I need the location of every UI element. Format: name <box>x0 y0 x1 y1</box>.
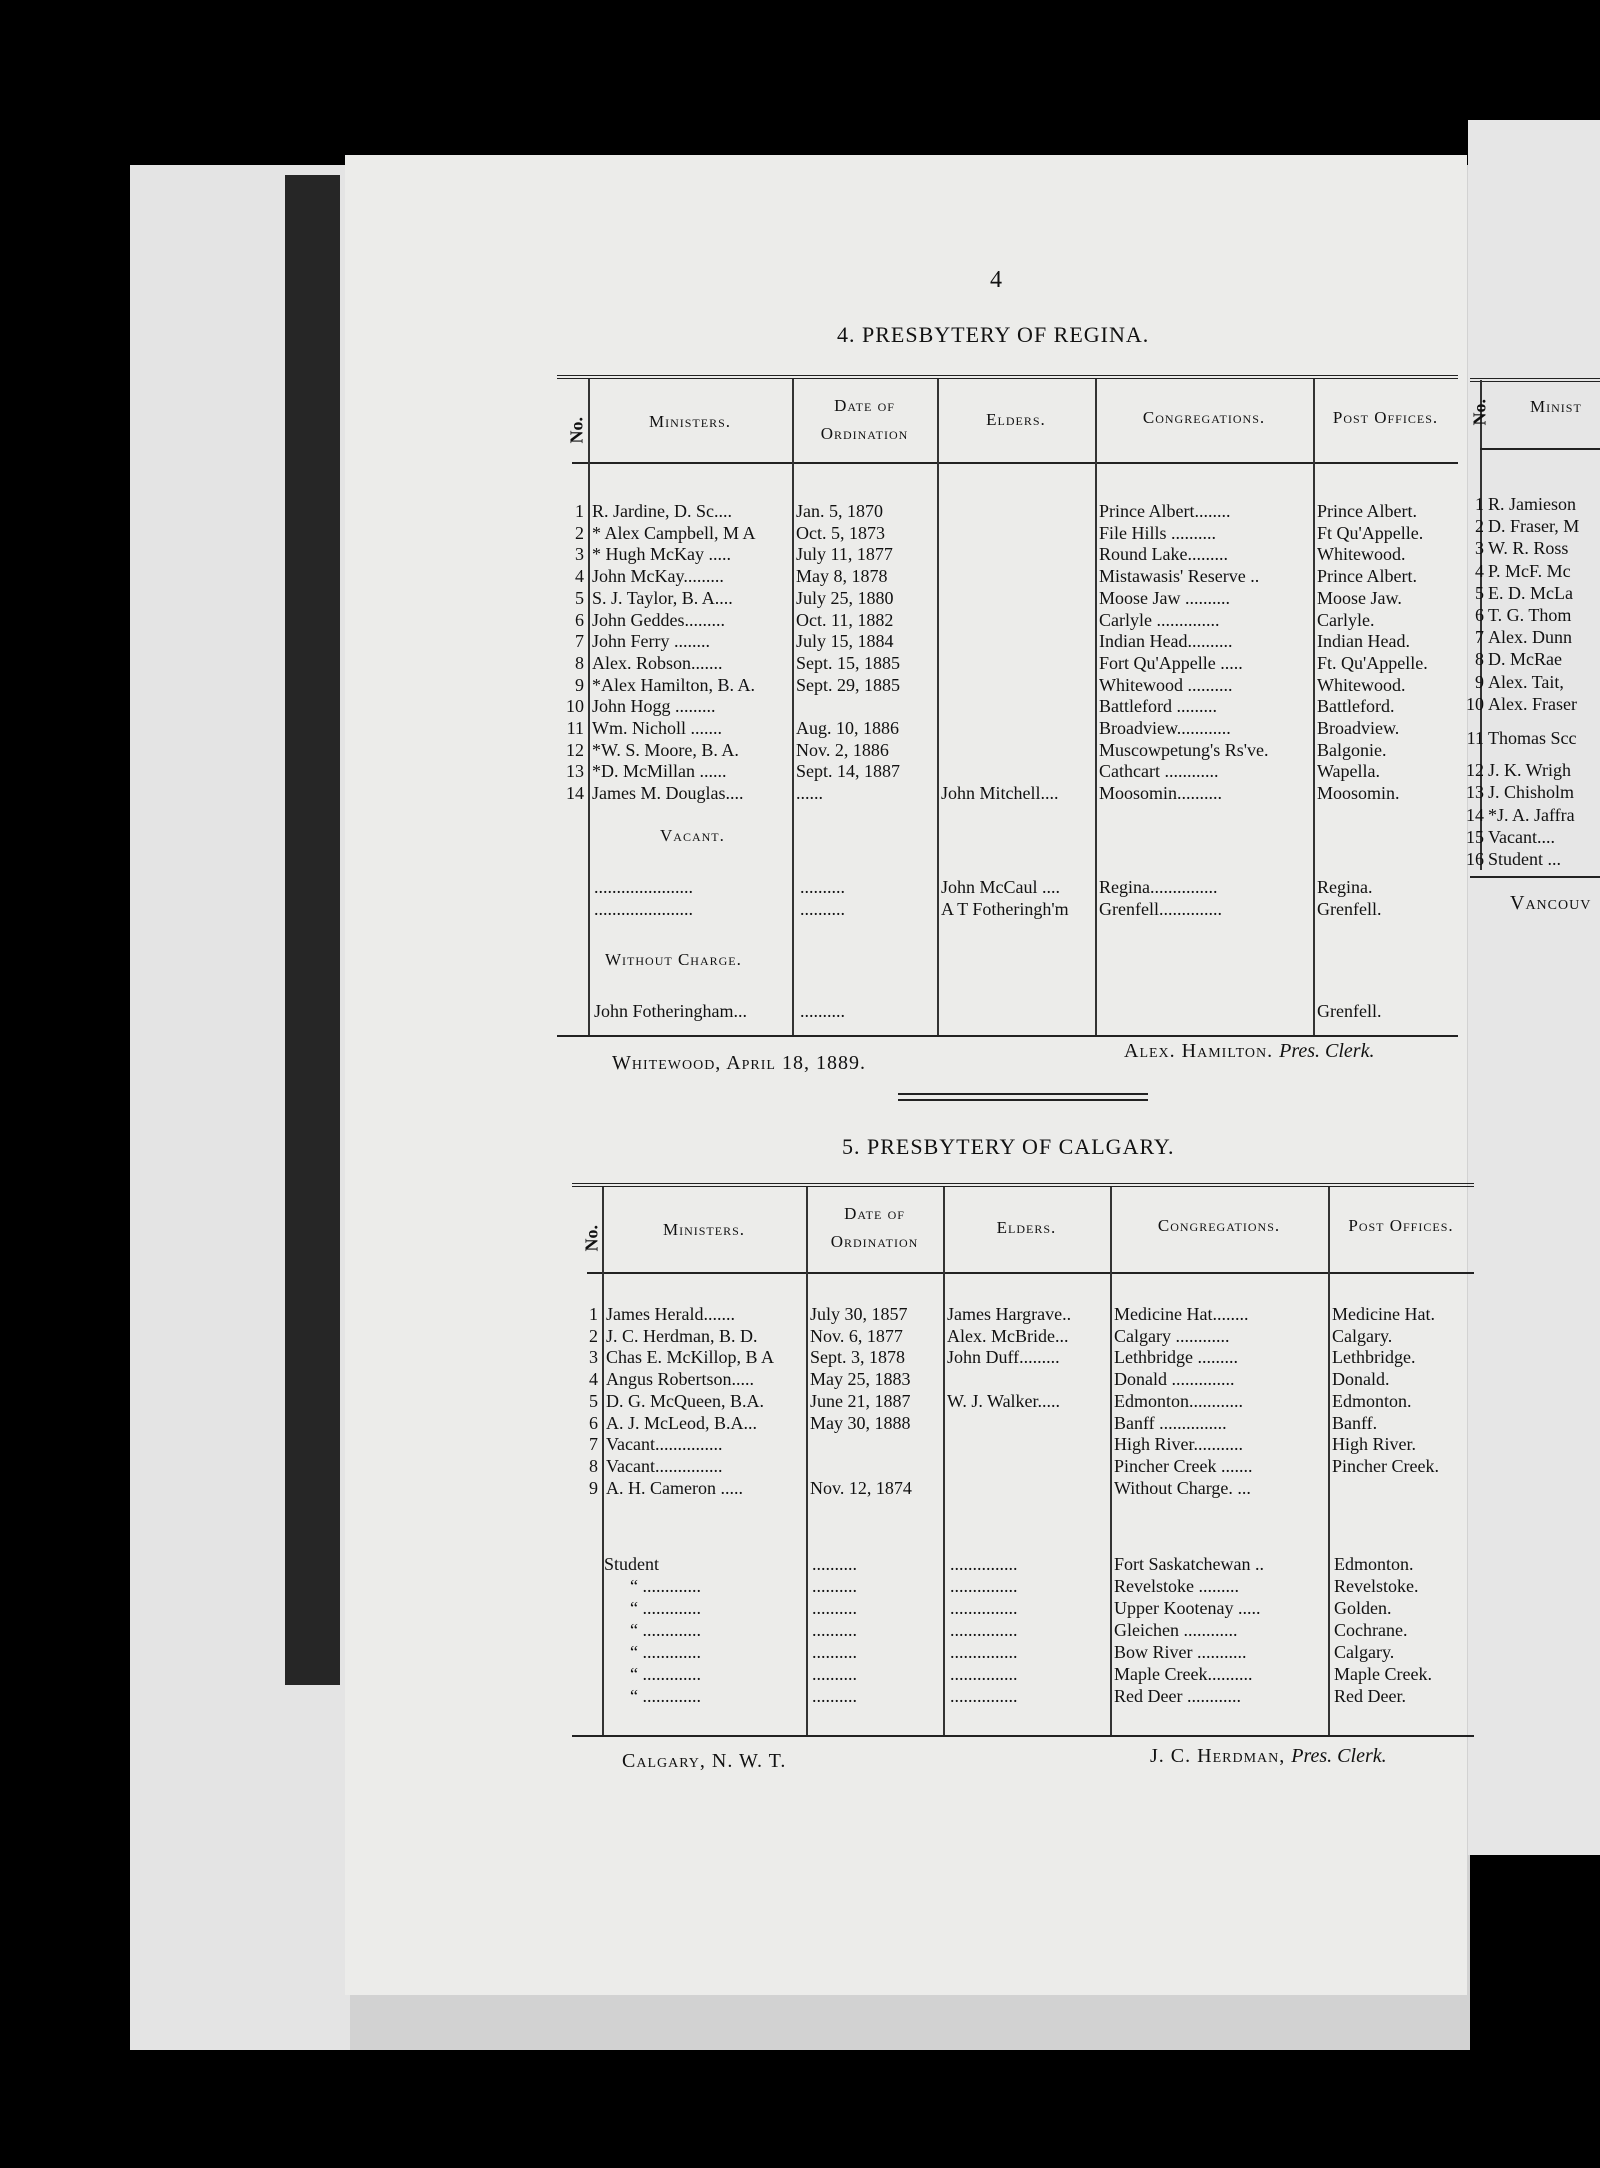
congregation-name: Battleford ......... <box>1099 696 1217 717</box>
post-office: Prince Albert. <box>1317 501 1417 521</box>
congregation-name: Without Charge. ... <box>1114 1477 1251 1498</box>
minister-name: “ ............. <box>630 1620 701 1640</box>
right-header-ministers: Minist <box>1530 397 1582 416</box>
table-row <box>0 1455 1474 1477</box>
ordination-date: Nov. 12, 1874 <box>810 1477 912 1498</box>
right-row-number: 8 <box>1475 649 1484 670</box>
table-row <box>0 1663 1474 1685</box>
clerk-place-date: Whitewood, April 18, 1889. <box>612 1052 866 1074</box>
header-post-offices: Post Offices. <box>1348 1216 1454 1235</box>
table-bottom-rule <box>557 1035 1458 1037</box>
minister-name: S. J. Taylor, B. A.... <box>592 587 733 608</box>
congregation-name: Moose Jaw .......... <box>1099 587 1230 608</box>
congregation-name: Broadview............ <box>1099 718 1231 738</box>
post-office: Red Deer. <box>1334 1686 1406 1706</box>
header-ordination: Ordination <box>820 424 909 443</box>
post-office: Edmonton. <box>1332 1390 1412 1411</box>
post-office: High River. <box>1332 1434 1416 1455</box>
post-office: Ft. Qu'Appelle. <box>1317 652 1428 673</box>
congregation-name: Cathcart ............ <box>1099 761 1219 782</box>
post-office: Wapella. <box>1317 761 1381 782</box>
right-row-number: 9 <box>1475 671 1484 692</box>
post-office: Whitewood. <box>1317 544 1406 565</box>
section-separator <box>898 1099 1148 1101</box>
table-row <box>0 876 1458 898</box>
row-number: 7 <box>589 1434 598 1455</box>
elder-name: John Mitchell.... <box>941 783 1059 804</box>
right-row <box>1466 727 1576 749</box>
post-office: Indian Head. <box>1317 631 1410 652</box>
row-number: 6 <box>589 1412 598 1433</box>
post-office: Golden. <box>1334 1598 1392 1618</box>
row-number: 6 <box>575 609 584 630</box>
ordination-date: Aug. 10, 1886 <box>796 718 899 738</box>
header-bottom-rule <box>587 1272 1474 1274</box>
right-top-rule <box>1470 378 1600 382</box>
header-elders: Elders. <box>986 410 1046 429</box>
right-row <box>1466 848 1561 870</box>
table-row <box>0 898 1458 920</box>
elder-name: ............... <box>950 1598 1018 1618</box>
header-bottom-rule <box>572 462 1458 464</box>
row-number: 1 <box>575 501 584 521</box>
minister-name: * Alex Campbell, M A <box>592 522 756 543</box>
table-row <box>0 1553 1474 1575</box>
right-row-number: 12 <box>1466 760 1484 781</box>
right-header-rule <box>1480 448 1600 450</box>
minister-name: Chas E. McKillop, B A <box>606 1347 775 1368</box>
right-bottom-rule <box>1470 876 1600 878</box>
table-row <box>0 1575 1474 1597</box>
congregation-name: Prince Albert........ <box>1099 501 1231 521</box>
table-row <box>0 1000 1458 1022</box>
header-ordination: Ordination <box>830 1232 919 1251</box>
post-office: Calgary. <box>1334 1642 1395 1662</box>
right-row <box>1466 759 1571 781</box>
congregation-name: Lethbridge ......... <box>1114 1347 1238 1368</box>
table-row <box>0 630 1458 652</box>
post-office: Banff. <box>1332 1412 1378 1433</box>
header-date-of: Date of <box>834 396 895 415</box>
right-row-text: T. G. Thom <box>1488 605 1572 625</box>
ordination-date: .......... <box>812 1598 857 1618</box>
clerk-place: Calgary, N. W. T. <box>622 1750 787 1772</box>
congregation-name: High River........... <box>1114 1434 1243 1455</box>
table-row <box>0 1433 1474 1455</box>
right-row-text: D. Fraser, M <box>1488 516 1580 537</box>
minister-name: James Herald....... <box>606 1304 735 1324</box>
row-number: 8 <box>589 1455 598 1476</box>
table-row <box>0 717 1458 739</box>
right-row <box>1466 626 1572 648</box>
table-row <box>0 1325 1474 1347</box>
right-row-text: Alex. Tait, <box>1488 671 1564 692</box>
right-row-text: J. K. Wrigh <box>1488 760 1571 781</box>
post-office: Edmonton. <box>1334 1554 1414 1574</box>
minister-name: John Hogg ......... <box>592 696 716 717</box>
post-office: Pincher Creek. <box>1332 1455 1439 1476</box>
congregation-name: Calgary ............ <box>1114 1325 1230 1346</box>
right-row-number: 14 <box>1466 804 1484 825</box>
table-top-rule <box>557 375 1458 379</box>
congregation-name: File Hills .......... <box>1099 522 1217 543</box>
congregation-name: Carlyle .............. <box>1099 609 1220 630</box>
presbytery-title: 4. PRESBYTERY OF REGINA. <box>837 322 1150 347</box>
post-office: Donald. <box>1332 1369 1390 1390</box>
elder-name: John Duff......... <box>947 1347 1060 1368</box>
ordination-date: .......... <box>812 1664 857 1684</box>
table-row <box>0 500 1458 522</box>
right-row-number: 13 <box>1466 782 1484 803</box>
clerk-signature <box>1124 1040 1374 1063</box>
right-row-number: 7 <box>1475 627 1484 648</box>
row-number: 13 <box>566 761 584 782</box>
minister-name: D. G. McQueen, B.A. <box>606 1390 764 1411</box>
ordination-date: July 11, 1877 <box>796 544 893 565</box>
table-top-rule <box>572 1183 1474 1187</box>
right-row-text: Alex. Dunn <box>1488 627 1572 648</box>
row-number: 14 <box>566 783 584 804</box>
right-row <box>1466 826 1555 848</box>
right-row-text: Thomas Scc <box>1488 728 1577 748</box>
minister-name: John Geddes......... <box>592 609 725 630</box>
row-number: 7 <box>575 631 584 652</box>
row-number: 3 <box>589 1347 598 1368</box>
elder-name: ............... <box>950 1576 1018 1596</box>
minister-name: Vacant............... <box>606 1455 723 1476</box>
congregation-name: Moosomin.......... <box>1099 783 1223 804</box>
minister-name: “ ............. <box>630 1642 701 1662</box>
minister-name: ...................... <box>594 876 693 897</box>
right-row-text: E. D. McLa <box>1488 582 1573 603</box>
post-office: Grenfell. <box>1317 1000 1382 1021</box>
row-number: 3 <box>575 544 584 565</box>
right-row <box>1466 604 1571 626</box>
ordination-date: Oct. 5, 1873 <box>796 522 885 543</box>
minister-name: R. Jardine, D. Sc.... <box>592 501 732 521</box>
ordination-date: July 25, 1880 <box>796 587 894 608</box>
clerk-title: Pres. Clerk. <box>1279 1040 1375 1062</box>
ordination-date: May 25, 1883 <box>810 1369 911 1390</box>
right-row-number: 16 <box>1466 849 1484 869</box>
elder-name: ............... <box>950 1554 1018 1574</box>
minister-name: John McKay......... <box>592 566 724 587</box>
right-row-number: 5 <box>1475 582 1484 603</box>
congregation-name: Upper Kootenay ..... <box>1114 1598 1261 1618</box>
right-row-text: R. Jamieson <box>1488 494 1576 514</box>
right-row <box>1466 582 1573 604</box>
elder-name: ............... <box>950 1620 1018 1640</box>
table-row <box>0 782 1458 804</box>
right-row <box>1466 648 1562 670</box>
post-office: Revelstoke. <box>1334 1576 1419 1596</box>
minister-name: James M. Douglas.... <box>592 783 744 804</box>
minister-name: “ ............. <box>630 1598 701 1618</box>
congregation-name: Donald .............. <box>1114 1369 1235 1390</box>
right-row-text: *J. A. Jaffra <box>1488 804 1575 825</box>
table-row <box>0 1346 1474 1368</box>
elder-name: ............... <box>950 1642 1018 1662</box>
page-number: 4 <box>990 267 1002 293</box>
clerk-title: Pres. Clerk. <box>1291 1745 1387 1767</box>
right-row <box>1466 781 1574 803</box>
post-office: Ft Qu'Appelle. <box>1317 522 1424 543</box>
right-row <box>1466 804 1575 826</box>
minister-name: *D. McMillan ...... <box>592 761 727 782</box>
ordination-date: June 21, 1887 <box>810 1390 911 1411</box>
clerk-name: J. C. Herdman, <box>1150 1745 1292 1767</box>
congregation-name: Banff ............... <box>1114 1412 1227 1433</box>
minister-name: J. C. Herdman, B. D. <box>606 1325 758 1346</box>
table-row <box>0 522 1458 544</box>
right-header-no: No. <box>1469 399 1490 426</box>
section-separator <box>898 1093 1148 1095</box>
congregation-name: Bow River ........... <box>1114 1642 1247 1662</box>
table-bottom-rule <box>572 1735 1474 1737</box>
table-row <box>0 565 1458 587</box>
right-row-number: 4 <box>1475 560 1484 581</box>
minister-name: Alex. Robson....... <box>592 652 723 673</box>
table-row <box>0 674 1458 696</box>
post-office: Lethbridge. <box>1332 1347 1416 1368</box>
right-row-number: 11 <box>1466 728 1484 748</box>
table-row <box>0 695 1458 717</box>
ordination-date: ...... <box>796 783 823 804</box>
post-office: Broadview. <box>1317 718 1400 738</box>
right-row <box>1466 693 1577 715</box>
table-row <box>0 1390 1474 1412</box>
right-footer: Vancouv <box>1510 892 1592 914</box>
congregation-name: Muscowpetung's Rs've. <box>1099 739 1269 760</box>
congregation-name: Pincher Creek ....... <box>1114 1455 1253 1476</box>
congregation-name: Indian Head.......... <box>1099 631 1233 652</box>
right-row-text: J. Chisholm <box>1488 782 1575 803</box>
ordination-date: Jan. 5, 1870 <box>796 501 883 521</box>
right-row-number: 15 <box>1466 826 1484 847</box>
post-office: Grenfell. <box>1317 898 1382 919</box>
row-number: 5 <box>575 587 584 608</box>
elder-name: Alex. McBride... <box>947 1325 1069 1346</box>
ordination-date: .......... <box>800 876 845 897</box>
row-number: 4 <box>589 1369 598 1390</box>
clerk-name: Alex. Hamilton. <box>1124 1040 1280 1062</box>
minister-name: * Hugh McKay ..... <box>592 544 731 565</box>
row-number: 4 <box>575 566 584 587</box>
congregation-name: Mistawasis' Reserve .. <box>1099 566 1260 587</box>
minister-name: *Alex Hamilton, B. A. <box>592 674 755 695</box>
minister-name: ...................... <box>594 898 693 919</box>
ordination-date: Nov. 6, 1877 <box>810 1325 903 1346</box>
right-row <box>1466 560 1571 582</box>
header-ministers: Ministers. <box>648 412 732 431</box>
elder-name: W. J. Walker..... <box>947 1390 1061 1411</box>
post-office: Regina. <box>1317 876 1373 897</box>
table-row <box>0 1303 1474 1325</box>
table-row <box>0 543 1458 565</box>
post-office: Balgonie. <box>1317 739 1387 760</box>
congregation-name: Revelstoke ......... <box>1114 1576 1239 1596</box>
row-number: 12 <box>566 739 584 760</box>
right-row <box>1466 671 1564 693</box>
minister-name: A. H. Cameron ..... <box>606 1477 743 1498</box>
right-row-text: Alex. Fraser <box>1488 693 1577 714</box>
row-number: 9 <box>589 1477 598 1498</box>
row-number: 5 <box>589 1390 598 1411</box>
right-row <box>1466 537 1568 559</box>
table-row <box>0 1597 1474 1619</box>
minister-name: “ ............. <box>630 1686 701 1706</box>
right-row-text: W. R. Ross <box>1488 538 1569 559</box>
post-office: Maple Creek. <box>1334 1664 1432 1684</box>
presbytery-title: 5. PRESBYTERY OF CALGARY. <box>842 1134 1175 1159</box>
right-row-text: P. McF. Mc <box>1488 560 1571 581</box>
ordination-date: Oct. 11, 1882 <box>796 609 894 630</box>
right-row-text: Student ... <box>1488 849 1562 869</box>
table-row <box>0 587 1458 609</box>
right-row <box>1466 493 1576 515</box>
row-number: 9 <box>575 674 584 695</box>
post-office: Carlyle. <box>1317 609 1375 630</box>
post-office: Calgary. <box>1332 1325 1393 1346</box>
vacant-heading: Vacant. <box>660 825 725 845</box>
clerk-signature <box>1150 1745 1387 1768</box>
post-office: Cochrane. <box>1334 1620 1408 1640</box>
ordination-date: July 30, 1857 <box>810 1304 908 1324</box>
table-row <box>0 1477 1474 1499</box>
row-number: 2 <box>575 522 584 543</box>
header-no: No. <box>566 417 587 444</box>
congregation-name: Maple Creek.......... <box>1114 1664 1253 1684</box>
row-number: 8 <box>575 652 584 673</box>
right-row-number: 3 <box>1475 538 1484 559</box>
right-row <box>1466 515 1579 537</box>
table-row <box>0 760 1458 782</box>
minister-name: *W. S. Moore, B. A. <box>592 739 739 760</box>
row-number: 11 <box>566 718 584 738</box>
right-row-text: Vacant.... <box>1488 826 1555 847</box>
ordination-date: .......... <box>812 1576 857 1596</box>
post-office: Medicine Hat. <box>1332 1304 1435 1324</box>
minister-name: Student <box>604 1554 660 1574</box>
ordination-date: .......... <box>812 1554 857 1574</box>
congregation-name: Regina............... <box>1099 876 1218 897</box>
right-row-number: 1 <box>1475 494 1484 514</box>
congregation-name: Edmonton............ <box>1114 1390 1243 1411</box>
congregation-name: Medicine Hat........ <box>1114 1304 1249 1324</box>
post-office: Whitewood. <box>1317 674 1406 695</box>
without-charge-heading: Without Charge. <box>605 949 742 969</box>
minister-name: A. J. McLeod, B.A... <box>606 1412 757 1433</box>
congregation-name: Fort Saskatchewan .. <box>1114 1554 1264 1574</box>
row-number: 1 <box>589 1304 598 1324</box>
header-post-offices: Post Offices. <box>1332 408 1439 427</box>
congregation-name: Grenfell.............. <box>1099 898 1222 919</box>
ordination-date: May 30, 1888 <box>810 1412 911 1433</box>
table-row <box>0 1412 1474 1434</box>
table-row <box>0 652 1458 674</box>
header-elders: Elders. <box>996 1218 1057 1237</box>
table-row <box>0 1619 1474 1641</box>
ordination-date: .......... <box>800 1000 845 1021</box>
ordination-date: .......... <box>800 898 845 919</box>
table-row <box>0 1368 1474 1390</box>
header-date-of: Date of <box>844 1204 905 1223</box>
ordination-date: Nov. 2, 1886 <box>796 739 889 760</box>
table-row <box>0 1685 1474 1707</box>
congregation-name: Fort Qu'Appelle ..... <box>1099 652 1243 673</box>
elder-name: A T Fotheringh'm <box>941 898 1069 919</box>
header-ministers: Ministers. <box>662 1220 746 1239</box>
congregation-name: Red Deer ............ <box>1114 1686 1241 1706</box>
ordination-date: .......... <box>812 1620 857 1640</box>
minister-name: “ ............. <box>630 1664 701 1684</box>
table-row <box>0 1641 1474 1663</box>
post-office: Prince Albert. <box>1317 566 1417 587</box>
right-row-number: 10 <box>1466 693 1484 714</box>
ordination-date: May 8, 1878 <box>796 566 888 587</box>
minister-name: Wm. Nicholl ....... <box>592 718 722 738</box>
elder-name: John McCaul .... <box>941 876 1060 897</box>
elder-name: James Hargrave.. <box>947 1304 1072 1324</box>
table-row <box>0 609 1458 631</box>
congregation-name: Whitewood .......... <box>1099 674 1233 695</box>
header-congregations: Congregations. <box>1157 1216 1281 1235</box>
congregation-name: Round Lake......... <box>1099 544 1228 565</box>
minister-name: Vacant............... <box>606 1434 723 1455</box>
ordination-date: .......... <box>812 1642 857 1662</box>
minister-name: John Ferry ........ <box>592 631 710 652</box>
minister-name: Angus Robertson..... <box>606 1369 754 1390</box>
row-number: 10 <box>566 696 584 717</box>
post-office: Battleford. <box>1317 696 1395 717</box>
right-row-number: 2 <box>1475 516 1484 537</box>
minister-name: John Fotheringham... <box>594 1000 747 1021</box>
right-row-text: D. McRae <box>1488 649 1562 670</box>
ordination-date: Sept. 15, 1885 <box>796 652 901 673</box>
elder-name: ............... <box>950 1686 1018 1706</box>
header-congregations: Congregations. <box>1142 408 1266 427</box>
row-number: 2 <box>589 1325 598 1346</box>
ordination-date: .......... <box>812 1686 857 1706</box>
post-office: Moose Jaw. <box>1317 587 1402 608</box>
post-office: Moosomin. <box>1317 783 1400 804</box>
ordination-date: July 15, 1884 <box>796 631 894 652</box>
header-no: No. <box>581 1225 602 1252</box>
ordination-date: Sept. 14, 1887 <box>796 761 901 782</box>
minister-name: “ ............. <box>630 1576 701 1596</box>
ordination-date: Sept. 3, 1878 <box>810 1347 906 1368</box>
right-row-number: 6 <box>1475 605 1484 625</box>
table-row <box>0 739 1458 761</box>
congregation-name: Gleichen ............ <box>1114 1620 1238 1640</box>
ordination-date: Sept. 29, 1885 <box>796 674 901 695</box>
elder-name: ............... <box>950 1664 1018 1684</box>
